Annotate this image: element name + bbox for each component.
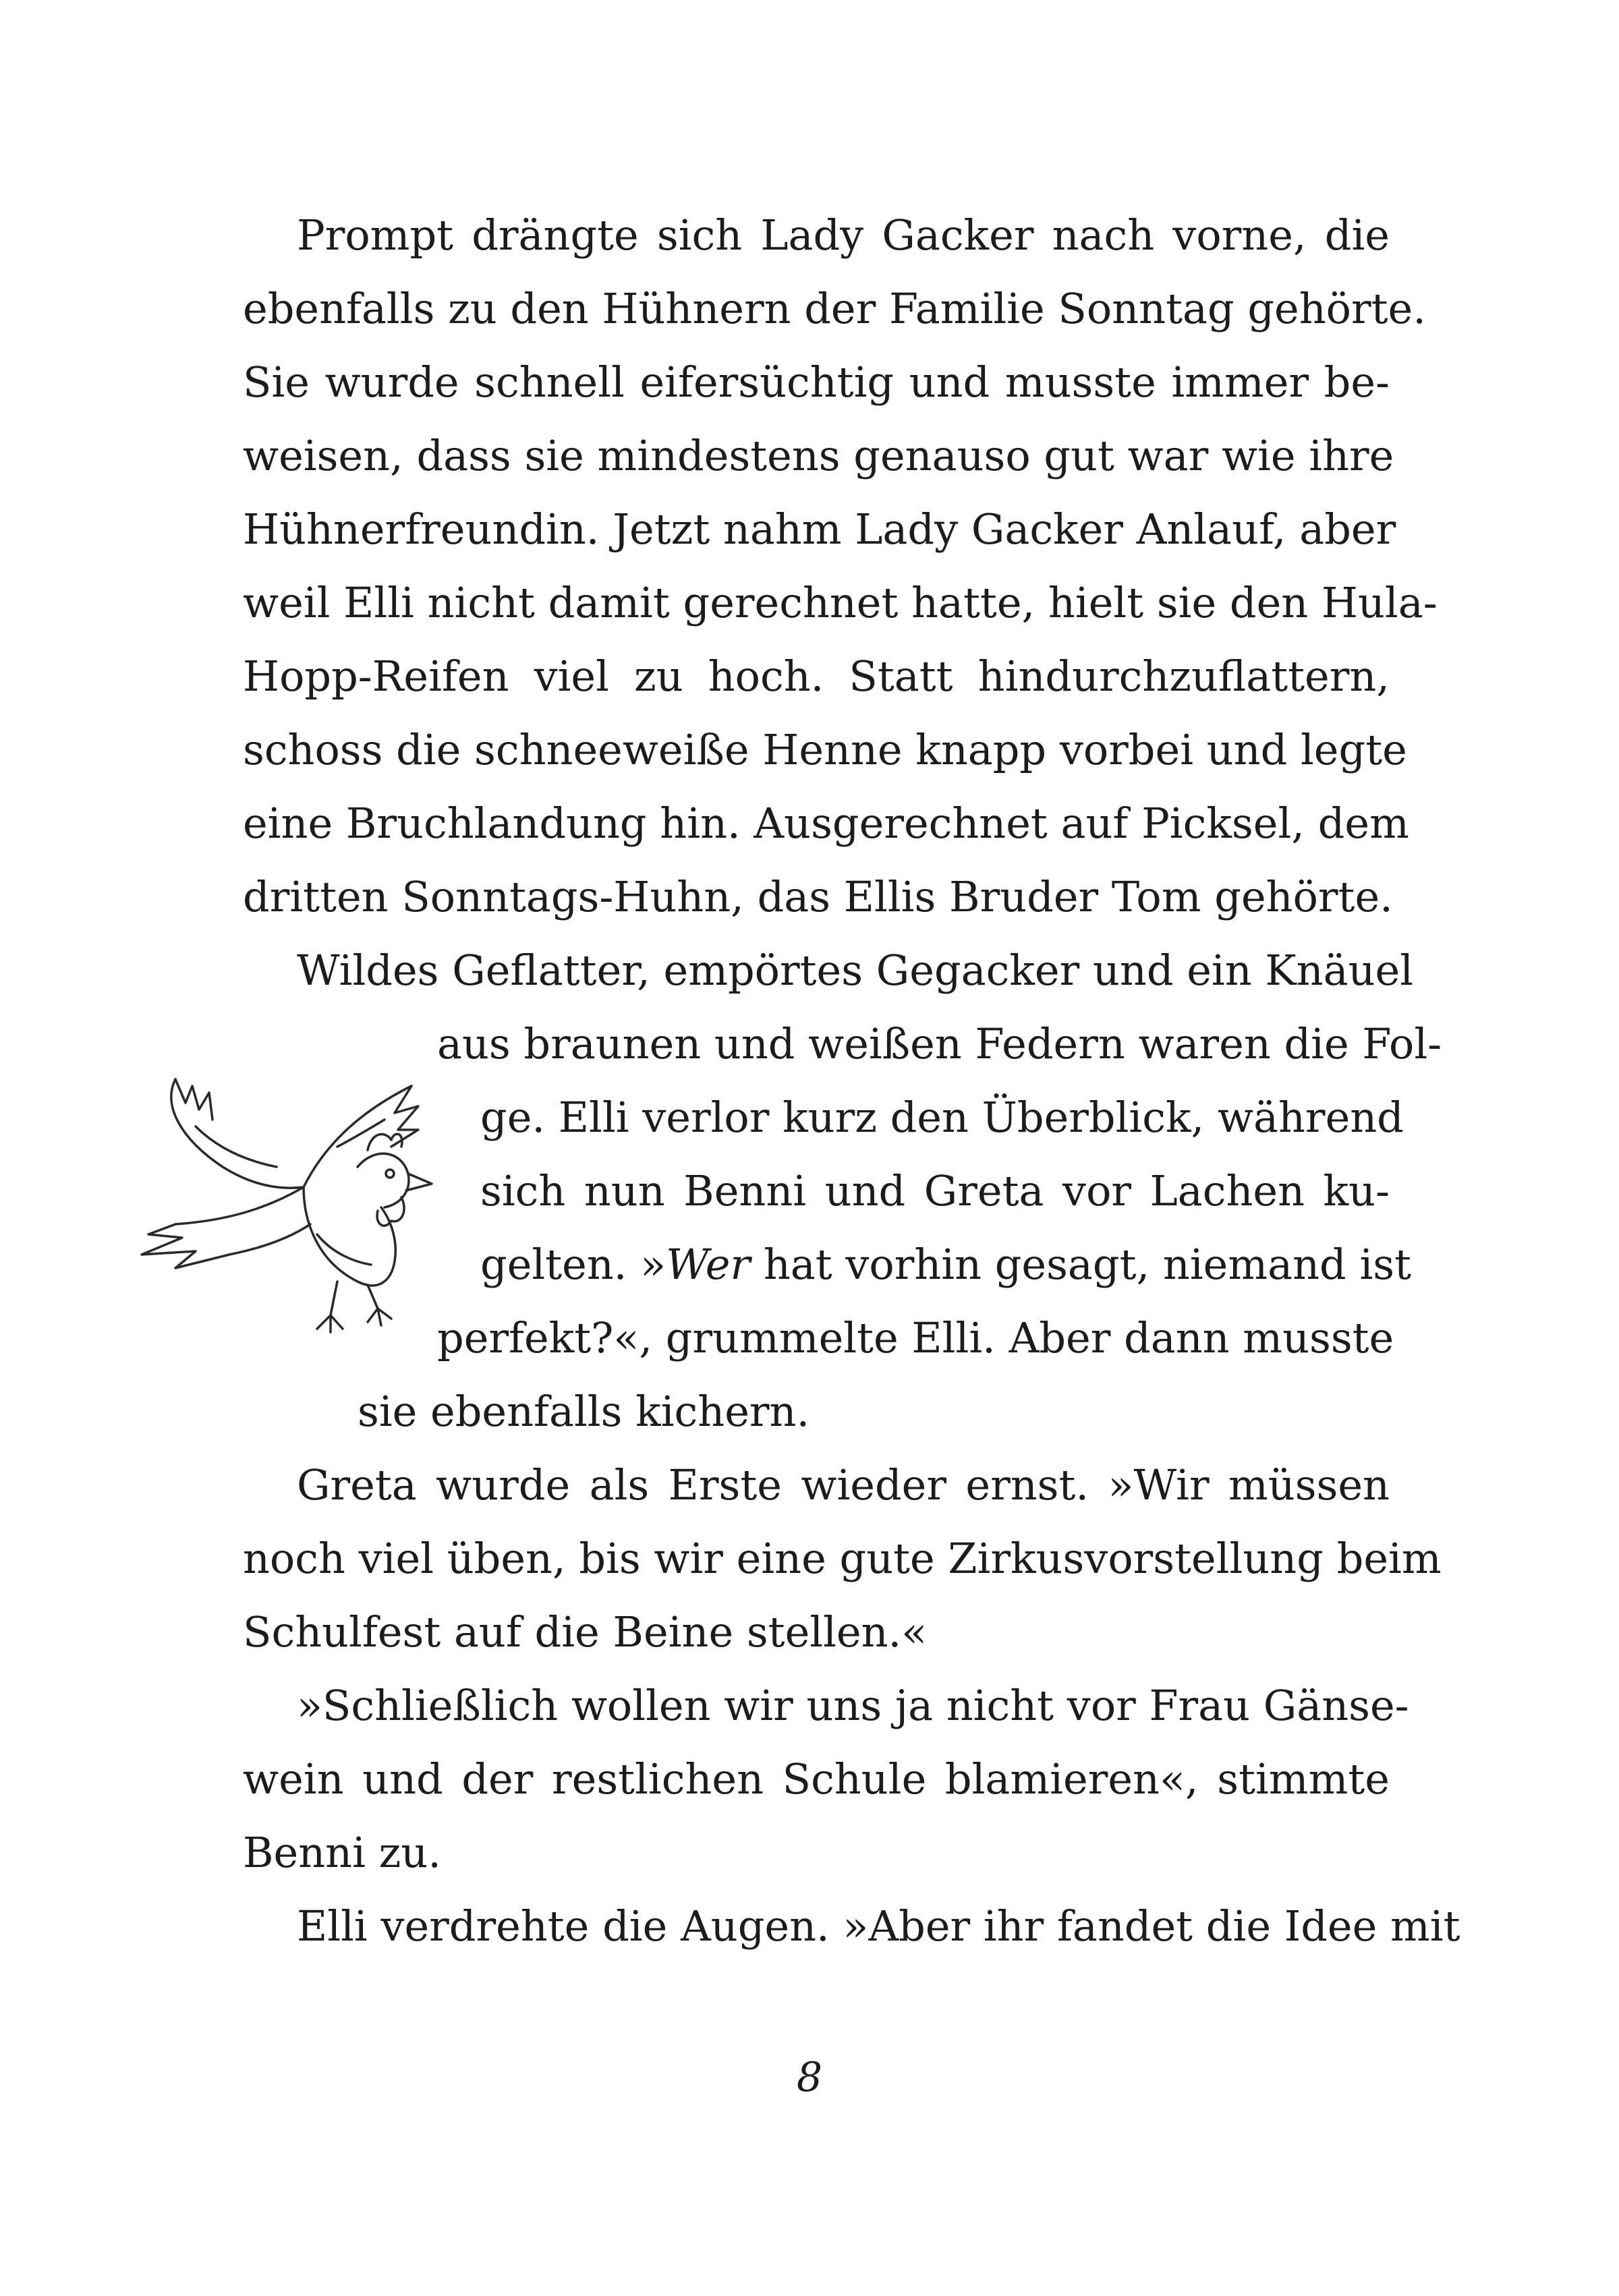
flying-hen-illustration	[135, 1066, 445, 1336]
text-line: dritten Sonntags-Huhn, das Ellis Bruder Tom gehörte.	[243, 872, 1393, 921]
text-line: Sie wurde schnell eifersüchtig und musste immer be-	[243, 357, 1390, 407]
page-number: 8	[796, 2054, 823, 2101]
text-line: ebenfalls zu den Hühnern der Familie Sonntag gehörte.	[243, 284, 1426, 333]
text-line: eine Bruchlandung hin. Ausgerechnet auf Picksel, dem	[243, 799, 1409, 848]
text-line: schoss die schneeweiße Henne knapp vorbei und legte	[243, 725, 1407, 774]
text-segment: gelten. »	[480, 1240, 666, 1289]
text-line: Schulfest auf die Beine stellen.«	[243, 1607, 928, 1657]
text-line	[480, 1240, 1411, 1289]
text-line: »Schließlich wollen wir uns ja nicht vor Frau Gänse-	[297, 1681, 1409, 1730]
text-line: sich nun Benni und Greta vor Lachen ku-	[480, 1166, 1390, 1215]
text-line: aus braunen und weißen Federn waren die Fol-	[437, 1019, 1442, 1068]
text-line: Prompt drängte sich Lady Gacker nach vorne, die	[297, 210, 1390, 260]
text-line: noch viel üben, bis wir eine gute Zirkusvorstellung beim	[243, 1534, 1442, 1583]
text-line: weisen, dass sie mindestens genauso gut war wie ihre	[243, 431, 1394, 480]
text-line: Elli verdrehte die Augen. »Aber ihr fandet die Idee mit	[297, 1901, 1460, 1951]
text-line: sie ebenfalls kichern.	[358, 1387, 810, 1436]
text-line: wein und der restlichen Schule blamieren«, stimmte	[243, 1754, 1390, 1804]
text-line: Wildes Geflatter, empörtes Gegacker und ein Knäuel	[297, 946, 1414, 995]
text-line: Benni zu.	[243, 1828, 441, 1877]
text-line: Hühnerfreundin. Jetzt nahm Lady Gacker Anlauf, aber	[243, 505, 1396, 554]
text-line: weil Elli nicht damit gerechnet hatte, hielt sie den Hula-	[243, 578, 1438, 627]
text-line: perfekt?«, grummelte Elli. Aber dann musste	[437, 1313, 1394, 1362]
text-line: Hopp-Reifen viel zu hoch. Statt hindurchzuflattern,	[243, 652, 1390, 701]
text-line: ge. Elli verlor kurz den Überblick, während	[480, 1093, 1404, 1142]
text-segment: hat vorhin gesagt, niemand ist	[750, 1240, 1411, 1289]
text-line: Greta wurde als Erste wieder ernst. »Wir müssen	[297, 1460, 1390, 1510]
emphasis-word: Wer	[666, 1240, 751, 1289]
